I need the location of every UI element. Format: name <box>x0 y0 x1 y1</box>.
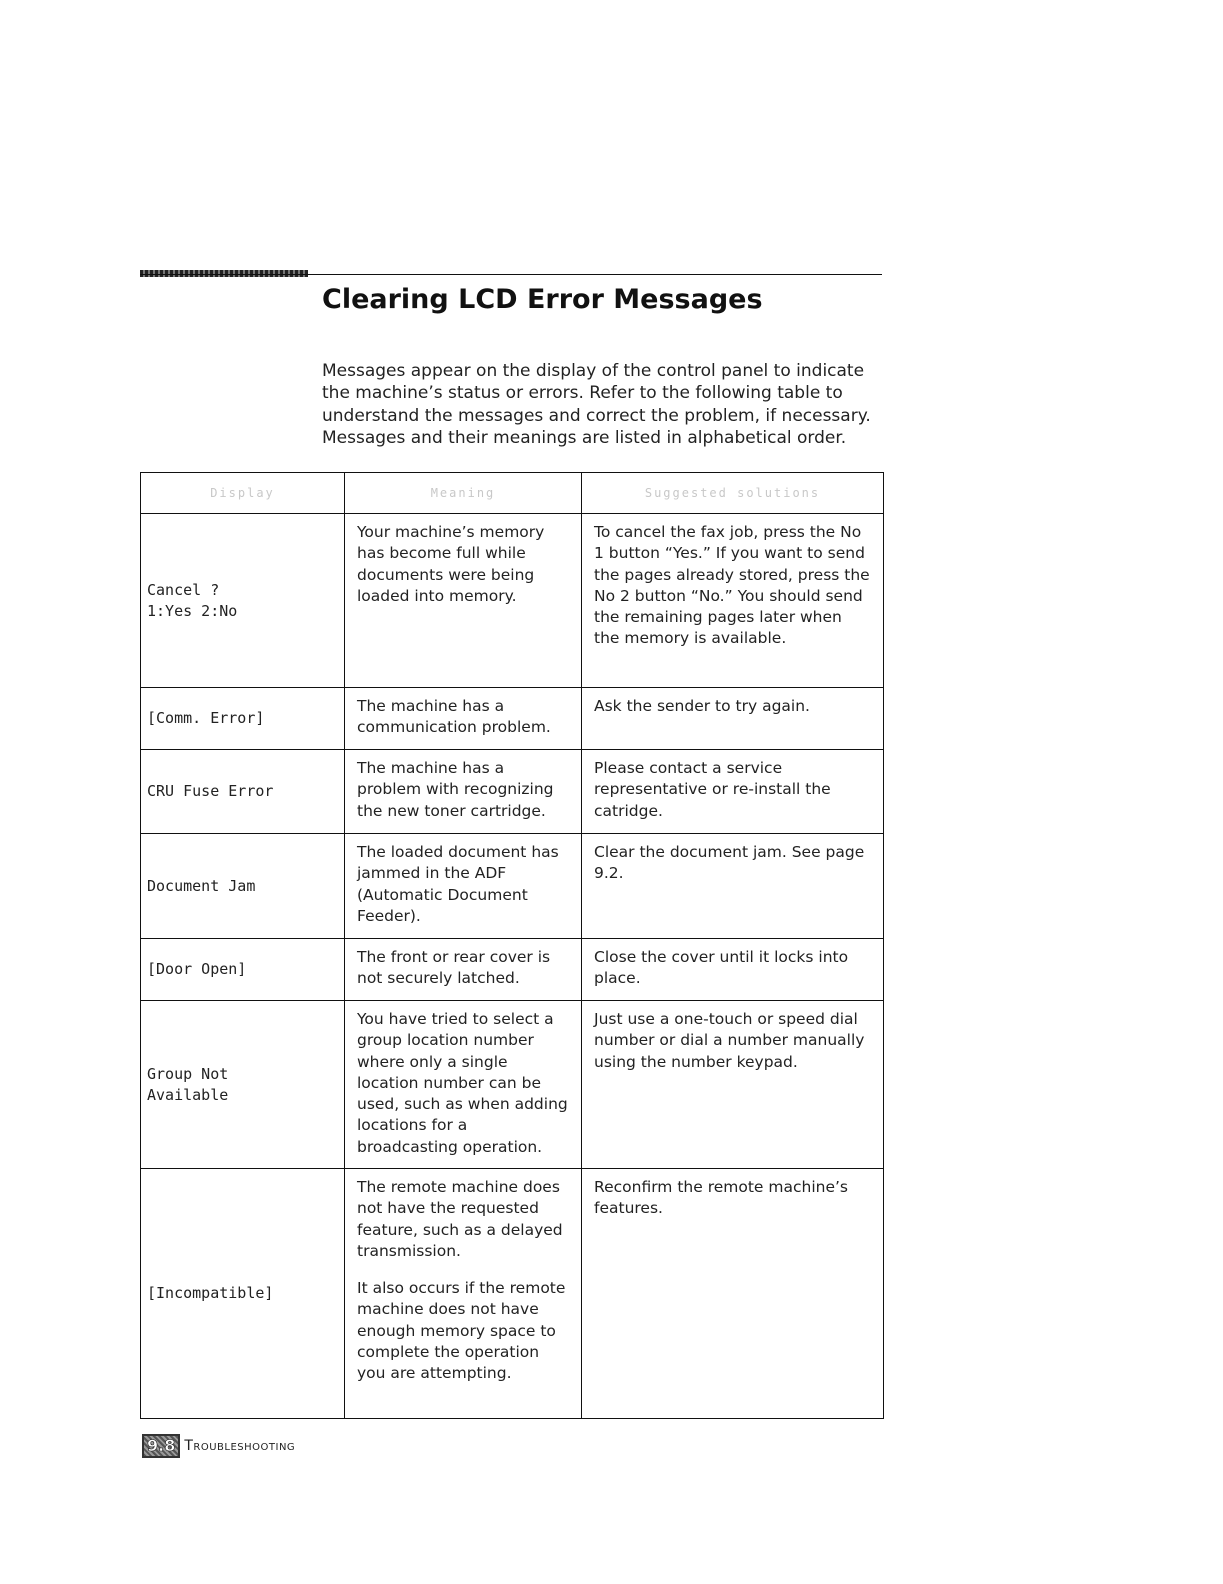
meaning-cell: The front or rear cover is not securely latched. <box>345 939 582 1001</box>
solution-cell: Clear the document jam. See page 9.2. <box>582 834 884 939</box>
solution-cell: Ask the sender to try again. <box>582 688 884 750</box>
solution-cell: Close the cover until it locks into place. <box>582 939 884 1001</box>
error-messages-table <box>140 472 884 1419</box>
solution-cell: Reconfirm the remote machine’s features. <box>582 1169 884 1419</box>
page-title: Clearing LCD Error Messages <box>322 284 763 315</box>
solution-cell: Just use a one-touch or speed dial number or dial a number manually using the number keypad. <box>582 1001 884 1169</box>
display-message: [Comm. Error] <box>141 688 345 750</box>
meaning-paragraph-2: It also occurs if the remote machine does not have enough memory space to complete the operation you are attempting. <box>357 1279 566 1383</box>
solution-cell: To cancel the fax job, press the No 1 button “Yes.” If you want to send the pages already stored, press the No 2 button “No.” You should send the remaining pages later when the memory is available. <box>582 514 884 688</box>
display-message: Document Jam <box>141 834 345 939</box>
page-footer <box>142 1434 295 1458</box>
table-row <box>141 750 884 834</box>
header-rule-line <box>140 274 882 275</box>
display-message: Group Not Available <box>141 1001 345 1169</box>
meaning-cell <box>345 1169 582 1419</box>
table-row <box>141 1169 884 1419</box>
display-message: Cancel ? 1:Yes 2:No <box>141 514 345 688</box>
meaning-cell: The machine has a communication problem. <box>345 688 582 750</box>
meaning-cell: The loaded document has jammed in the ADF (Automatic Document Feeder). <box>345 834 582 939</box>
table-header-row <box>141 473 884 514</box>
meaning-cell: Your machine’s memory has become full while documents were being loaded into memory. <box>345 514 582 688</box>
display-message: CRU Fuse Error <box>141 750 345 834</box>
intro-paragraph: Messages appear on the display of the control panel to indicate the machine’s status or errors. Refer to the following table to understand the messages and correct the problem, if necessary. Messages and their meanings are listed in alphabetical order. <box>322 361 871 449</box>
page-number-badge: 9.8 <box>142 1434 180 1458</box>
table-row <box>141 834 884 939</box>
section-label: Troubleshooting <box>184 1438 296 1454</box>
display-message: [Door Open] <box>141 939 345 1001</box>
solution-cell: Please contact a service representative or re-install the catridge. <box>582 750 884 834</box>
meaning-cell: You have tried to select a group location number where only a single location number can be used, such as when adding locations for a broadcasting operation. <box>345 1001 582 1169</box>
display-message: [Incompatible] <box>141 1169 345 1419</box>
table-row <box>141 688 884 750</box>
table-row <box>141 514 884 688</box>
column-header-solution: Suggested solutions <box>582 473 884 514</box>
column-header-meaning: Meaning <box>345 473 582 514</box>
table-row <box>141 1001 884 1169</box>
column-header-display: Display <box>141 473 345 514</box>
meaning-cell: The machine has a problem with recognizing the new toner cartridge. <box>345 750 582 834</box>
table-row <box>141 939 884 1001</box>
meaning-paragraph: The remote machine does not have the requested feature, such as a delayed transmission. <box>357 1178 563 1260</box>
